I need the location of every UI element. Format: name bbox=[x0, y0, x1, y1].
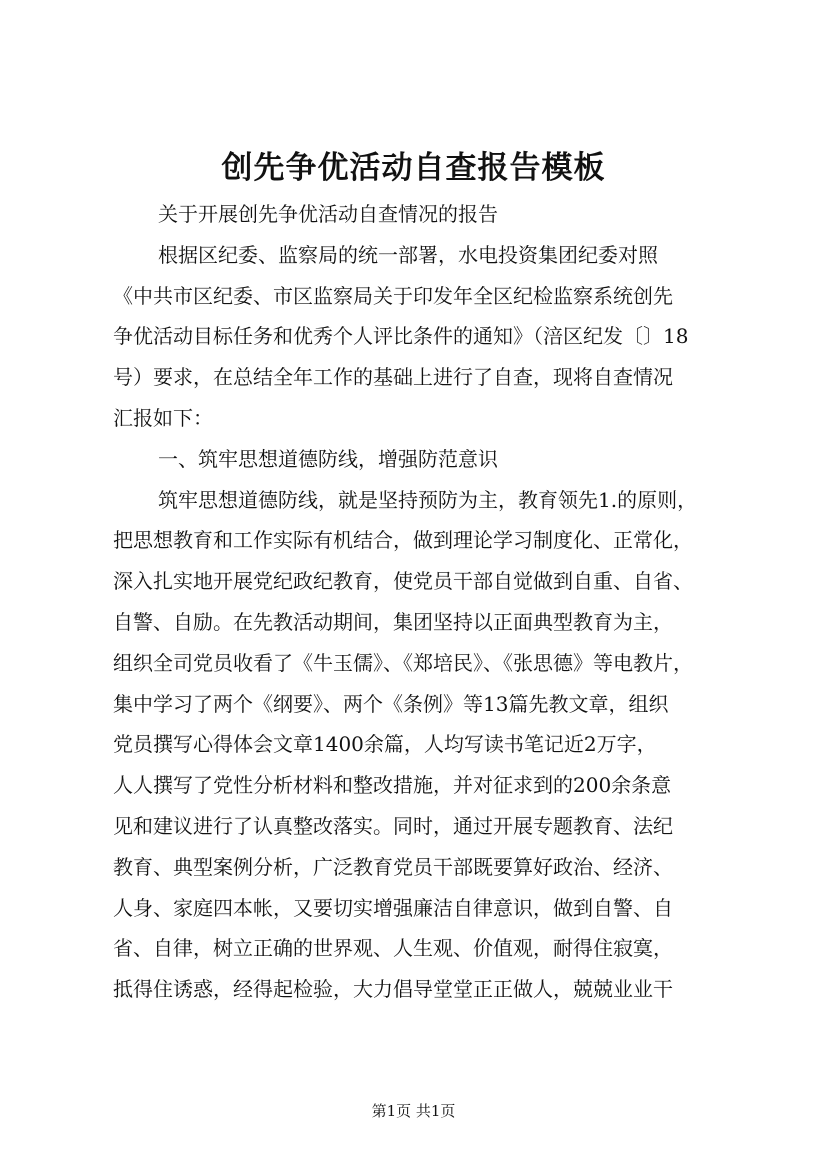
text-line: 人人撰写了党性分析材料和整改措施，并对征求到的200余条意 bbox=[113, 773, 672, 798]
text-line: 组织全司党员收看了《牛玉儒》、《郑培民》、《张思德》等电教片， bbox=[113, 650, 693, 675]
text-line: 把思想教育和工作实际有机结合，做到理论学习制度化、正常化， bbox=[113, 528, 693, 553]
text-line: 筑牢思想道德防线，就是坚持预防为主，教育领先1.的原则， bbox=[158, 487, 698, 512]
document-title: 创先争优活动自查报告模板 bbox=[221, 150, 606, 186]
text-line: 《中共市区纪委、市区监察局关于印发年全区纪检监察系统创先 bbox=[113, 283, 673, 308]
text-line: 人身、家庭四本帐，又要切实增强廉洁自律意识，做到自警、自 bbox=[113, 895, 673, 920]
text-line: 省、自律，树立正确的世界观、人生观、价值观，耐得住寂寞， bbox=[113, 936, 673, 961]
text-line: 集中学习了两个《纲要》、两个《条例》等13篇先教文章，组织 bbox=[113, 691, 669, 716]
section-heading: 一、筑牢思想道德防线，增强防范意识 bbox=[158, 446, 498, 471]
text-line: 抵得住诱惑，经得起检验，大力倡导堂堂正正做人，兢兢业业干 bbox=[113, 977, 673, 1002]
text-line: 争优活动目标任务和优秀个人评比条件的通知》（涪区纪发〔〕18 bbox=[113, 324, 689, 349]
text-line: 根据区纪委、监察局的统一部署，水电投资集团纪委对照 bbox=[158, 242, 658, 267]
page-footer: 第1页 共1页 bbox=[371, 1102, 456, 1120]
text-line: 深入扎实地开展党纪政纪教育，使党员干部自觉做到自重、自省、 bbox=[113, 569, 693, 594]
document-body bbox=[113, 194, 733, 1010]
text-line: 自警、自励。在先教活动期间，集团坚持以正面典型教育为主， bbox=[113, 609, 673, 634]
text-line: 见和建议进行了认真整改落实。同时，通过开展专题教育、法纪 bbox=[113, 813, 673, 838]
text-line: 教育、典型案例分析，广泛教育党员干部既要算好政治、经济、 bbox=[113, 854, 673, 879]
text-line: 关于开展创先争优活动自查情况的报告 bbox=[158, 202, 498, 226]
text-line: 号）要求，在总结全年工作的基础上进行了自查，现将自查情况 bbox=[113, 365, 673, 390]
text-line: 党员撰写心得体会文章1400余篇，人均写读书笔记近2万字， bbox=[113, 732, 657, 757]
text-line: 汇报如下： bbox=[113, 405, 213, 430]
